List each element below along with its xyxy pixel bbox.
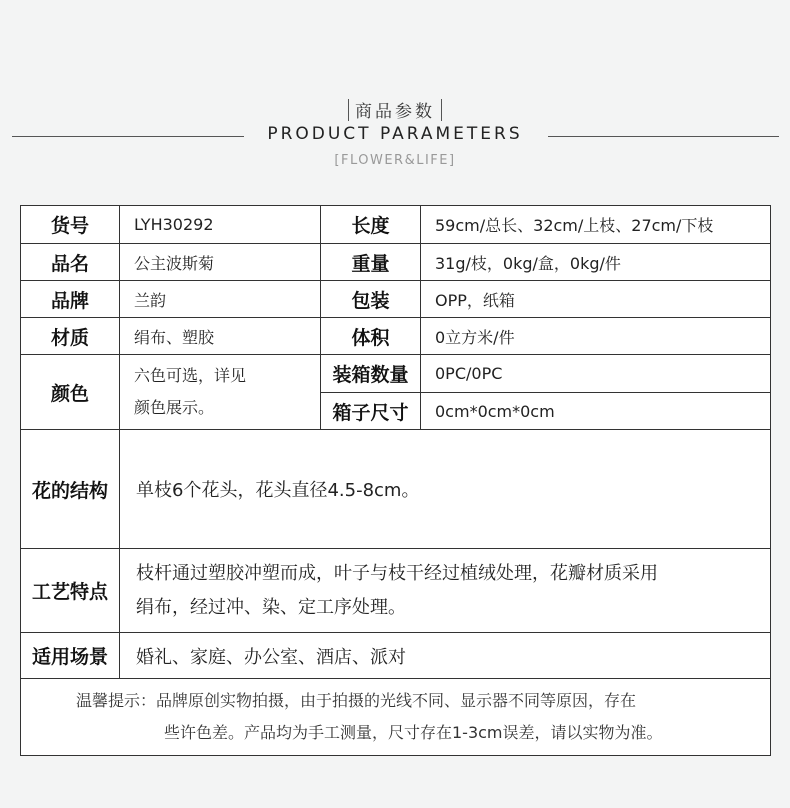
title-bar-right — [441, 99, 442, 121]
item-no-label: 货号 — [21, 206, 120, 244]
weight-label: 重量 — [321, 244, 421, 281]
table-row — [21, 355, 771, 393]
notice-line2: 些许色差。产品均为手工测量，尺寸存在1-3cm误差，请以实物为准。 — [164, 723, 663, 742]
table-row — [21, 318, 771, 355]
title-bar-left — [348, 99, 349, 121]
brand-value: 兰韵 — [120, 281, 321, 318]
product-parameters-table — [20, 205, 771, 756]
craft-value-line1: 枝杆通过塑胶冲塑而成，叶子与枝干经过植绒处理，花瓣材质采用 — [136, 562, 658, 584]
material-label: 材质 — [21, 318, 120, 355]
package-value: OPP，纸箱 — [421, 281, 771, 318]
notice — [21, 679, 771, 756]
table-row — [21, 633, 771, 679]
section-subtitle: [FLOWER&LIFE] — [334, 153, 456, 168]
name-value: 公主波斯菊 — [120, 244, 321, 281]
package-label: 包装 — [321, 281, 421, 318]
brand-label: 品牌 — [21, 281, 120, 318]
color-value — [120, 355, 321, 430]
table-row — [21, 206, 771, 244]
material-value: 绢布、塑胶 — [120, 318, 321, 355]
volume-value: 0立方米/件 — [421, 318, 771, 355]
craft-value — [120, 549, 771, 633]
table-row — [21, 281, 771, 318]
craft-label: 工艺特点 — [21, 549, 120, 633]
section-title-cn — [0, 97, 790, 122]
box-size-value: 0cm*0cm*0cm — [421, 393, 771, 430]
length-label: 长度 — [321, 206, 421, 244]
table-row — [21, 549, 771, 633]
craft-value-line2: 绢布，经过冲、染、定工序处理。 — [136, 596, 406, 618]
item-no-value: LYH30292 — [120, 206, 321, 244]
box-qty-label: 装箱数量 — [321, 355, 421, 393]
color-value-line1: 六色可选，详见 — [134, 366, 247, 385]
length-value: 59cm/总长、32cm/上枝、27cm/下枝 — [421, 206, 771, 244]
table-row — [21, 430, 771, 549]
weight-value: 31g/枝，0kg/盒，0kg/件 — [421, 244, 771, 281]
table-row — [21, 244, 771, 281]
title-cn-text: 商品参数 — [355, 102, 435, 122]
color-value-line2: 颜色展示。 — [134, 398, 215, 417]
section-title-en: PRODUCT PARAMETERS — [267, 124, 523, 144]
usage-label: 适用场景 — [21, 633, 120, 679]
box-size-label: 箱子尺寸 — [321, 393, 421, 430]
table-row — [21, 679, 771, 756]
structure-value: 单枝6个花头，花头直径4.5-8cm。 — [120, 430, 771, 549]
structure-label: 花的结构 — [21, 430, 120, 549]
notice-line1: 温馨提示：品牌原创实物拍摄，由于拍摄的光线不同、显示器不同等原因，存在 — [76, 691, 637, 710]
box-qty-value: 0PC/0PC — [421, 355, 771, 393]
name-label: 品名 — [21, 244, 120, 281]
color-label: 颜色 — [21, 355, 120, 430]
volume-label: 体积 — [321, 318, 421, 355]
usage-value: 婚礼、家庭、办公室、酒店、派对 — [120, 633, 771, 679]
